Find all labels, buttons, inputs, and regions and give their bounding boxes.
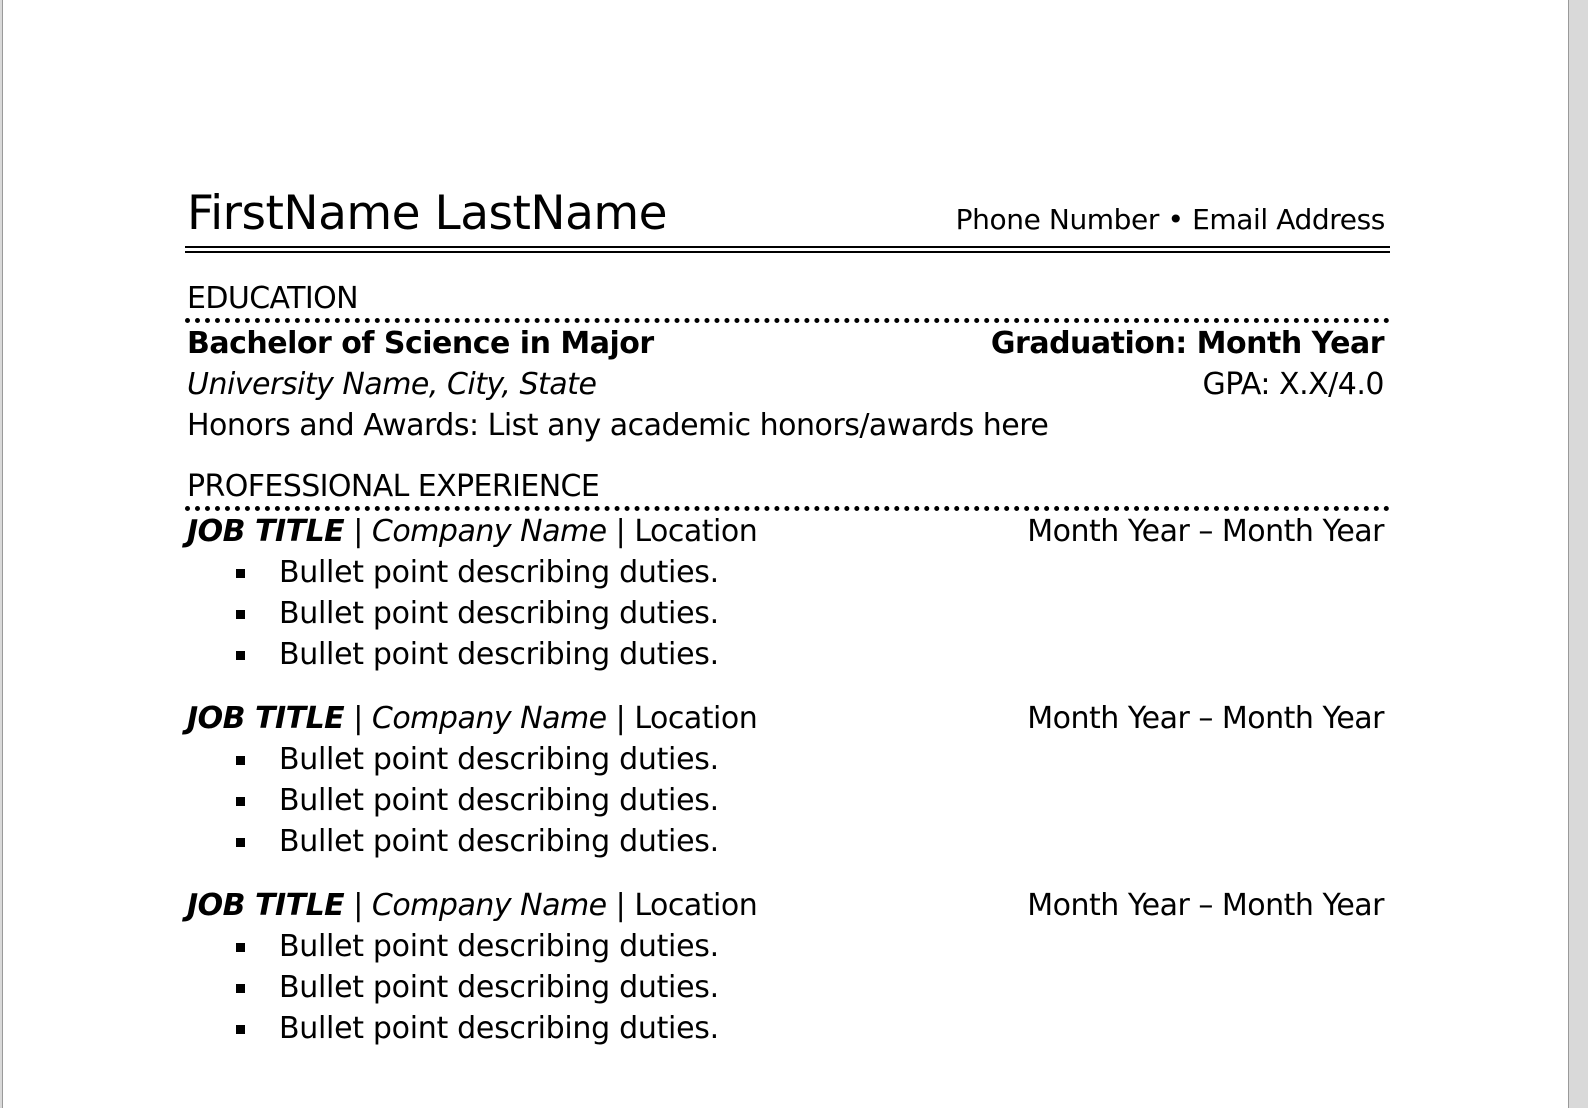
duty-item	[185, 634, 1390, 675]
duty-item	[185, 739, 1390, 780]
job-entry	[185, 511, 1390, 675]
duty-item	[185, 1008, 1390, 1049]
separator: |	[606, 701, 635, 736]
job-location: Location	[634, 514, 758, 549]
job-title: JOB TITLE	[187, 888, 345, 923]
job-header-row	[185, 511, 1390, 552]
separator: |	[344, 514, 372, 549]
duty-text: Bullet point describing duties.	[279, 783, 719, 818]
job-title: JOB TITLE	[187, 701, 345, 736]
job-dates: Month Year – Month Year	[1027, 888, 1384, 923]
duty-list	[185, 739, 1390, 862]
resume-header	[185, 186, 1390, 246]
job-location: Location	[634, 888, 758, 923]
education-university-row	[185, 364, 1390, 405]
separator: |	[606, 888, 635, 923]
square-bullet-icon	[236, 756, 245, 765]
contact-info: Phone Number • Email Address	[955, 203, 1385, 236]
job-dates: Month Year – Month Year	[1027, 514, 1384, 549]
job-heading	[187, 885, 757, 926]
duty-item	[185, 593, 1390, 634]
job-header-row	[185, 885, 1390, 926]
job-header-row	[185, 698, 1390, 739]
company-name: Company Name	[371, 514, 607, 549]
experience-section-title: PROFESSIONAL EXPERIENCE	[187, 469, 600, 504]
separator: |	[344, 701, 372, 736]
education-section-title: EDUCATION	[187, 281, 358, 316]
duty-text: Bullet point describing duties.	[279, 970, 719, 1005]
duty-text: Bullet point describing duties.	[279, 929, 719, 964]
job-dates: Month Year – Month Year	[1027, 701, 1384, 736]
university: University Name, City, State	[187, 367, 597, 402]
company-name: Company Name	[371, 888, 607, 923]
duty-item	[185, 780, 1390, 821]
graduation-date: Graduation: Month Year	[990, 326, 1384, 361]
square-bullet-icon	[236, 610, 245, 619]
separator: |	[606, 514, 635, 549]
square-bullet-icon	[236, 984, 245, 993]
separator: |	[344, 888, 372, 923]
document-page	[2, 0, 1569, 1108]
degree: Bachelor of Science in Major	[187, 326, 654, 361]
duty-text: Bullet point describing duties.	[279, 742, 719, 777]
job-heading	[187, 511, 757, 552]
square-bullet-icon	[236, 651, 245, 660]
job-title: JOB TITLE	[187, 514, 345, 549]
job-entry	[185, 698, 1390, 862]
education-degree-row	[185, 323, 1390, 364]
gpa: GPA: X.X/4.0	[1202, 367, 1384, 402]
square-bullet-icon	[236, 1025, 245, 1034]
duty-item	[185, 552, 1390, 593]
duty-text: Bullet point describing duties.	[279, 555, 719, 590]
duty-text: Bullet point describing duties.	[279, 1011, 719, 1046]
header-double-rule	[185, 246, 1390, 253]
square-bullet-icon	[236, 797, 245, 806]
job-heading	[187, 698, 757, 739]
duty-list	[185, 552, 1390, 675]
square-bullet-icon	[236, 838, 245, 847]
duty-item	[185, 821, 1390, 862]
education-honors-row	[185, 405, 1390, 446]
duty-item	[185, 926, 1390, 967]
duty-text: Bullet point describing duties.	[279, 637, 719, 672]
square-bullet-icon	[236, 569, 245, 578]
job-entry	[185, 885, 1390, 1049]
duty-list	[185, 926, 1390, 1049]
job-list	[185, 511, 1390, 1049]
honors: Honors and Awards: List any academic honors/awards here	[187, 408, 1049, 443]
resume-content	[185, 186, 1390, 1049]
company-name: Company Name	[371, 701, 607, 736]
job-location: Location	[634, 701, 758, 736]
duty-text: Bullet point describing duties.	[279, 824, 719, 859]
duty-item	[185, 967, 1390, 1008]
candidate-name: FirstName LastName	[187, 186, 668, 241]
square-bullet-icon	[236, 943, 245, 952]
duty-text: Bullet point describing duties.	[279, 596, 719, 631]
